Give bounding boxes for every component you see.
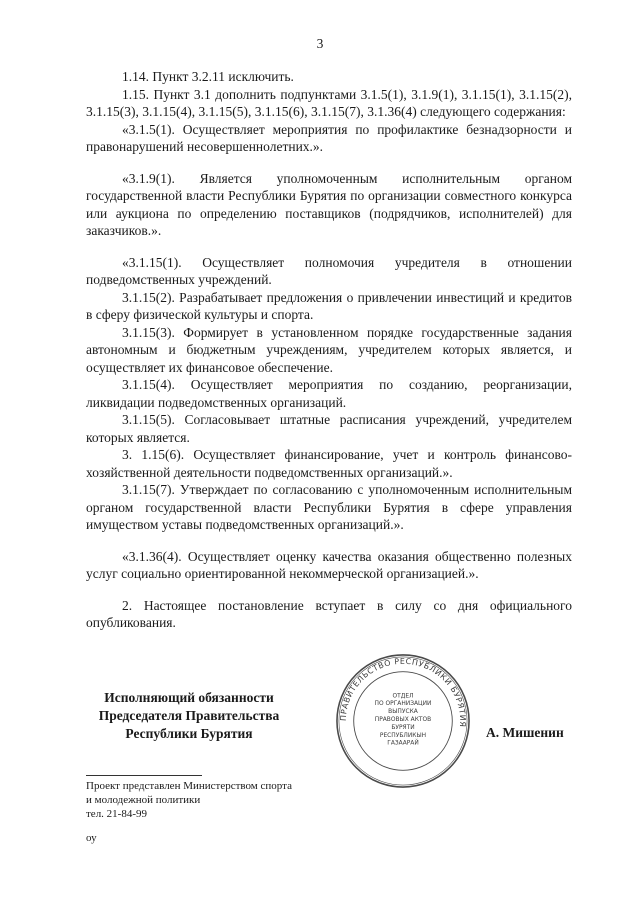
- paragraph-3-1-15-2: 3.1.15(2). Разрабатывает предложения о привлечении инвестиций и кредитов в сферу физической культуры и спорта.: [86, 289, 572, 322]
- signatory-title-line: Республики Бурятия: [125, 726, 253, 741]
- footer-note: [86, 779, 292, 821]
- signatory-title-line: Председателя Правительства: [98, 708, 280, 723]
- seal-inner-line: РЕСПУБЛИКЫН: [379, 732, 427, 739]
- paragraph-3-1-15-3: 3.1.15(3). Формирует в установленном порядке государственные задания автономным и бюджетным учреждениям, учредителем которых является, и осуществляет их финансовое обеспечение.: [86, 324, 572, 375]
- paragraph-item-1-14: 1.14. Пункт 3.2.11 исключить.: [122, 69, 294, 84]
- seal-inner-line: ГАЗААРАЙ: [387, 740, 419, 747]
- signatory-name: А. Мишенин: [486, 725, 564, 740]
- footer-line: и молодежной политики: [86, 794, 201, 806]
- paragraph-effective-date: 2. Настоящее постановление вступает в силу со дня официального опубликования.: [86, 597, 572, 630]
- paragraph-3-1-36-4: «3.1.36(4). Осуществляет оценку качества оказания общественно полезных услуг социально ориентированной некоммерческой организацией.».: [86, 548, 572, 581]
- signatory-title-line: Исполняющий обязанности: [104, 690, 274, 705]
- seal-inner-line: ПО ОРГАНИЗАЦИИ: [374, 701, 432, 708]
- paragraph-3-1-15-4: 3.1.15(4). Осуществляет мероприятия по созданию, реорганизации, ликвидации подведомственных организаций.: [86, 377, 572, 410]
- paragraph-3-1-15-5: 3.1.15(5). Согласовывает штатные расписания учреждений, учредителем которых является.: [86, 412, 572, 445]
- seal-inner-line: БУРЯТИ: [391, 724, 415, 731]
- paragraph-item-1-15: 1.15. Пункт 3.1 дополнить подпунктами 3.1.5(1), 3.1.9(1), 3.1.15(1), 3.1.15(2), 3.1.15(3), 3.1.15(4), 3.1.15(5), 3.1.15(6), 3.1.15(7), 3.1.36(4) следующего содержания:: [86, 86, 572, 119]
- paragraph-3-1-5-1: «3.1.5(1). Осуществляет мероприятия по профилактике безнадзорности и правонарушений несовершеннолетних.».: [86, 121, 572, 154]
- footer-phone: тел. 21-84-99: [86, 808, 148, 820]
- seal-inner-line: ОТДЕЛ: [392, 693, 414, 700]
- paragraph-3-1-9-1: «3.1.9(1). Является уполномоченным исполнительным органом государственной власти Республики Бурятия по организации совместного конкурса или аукциона по определению поставщиков (подрядчиков, исполнителей) для заказчиков.».: [86, 170, 572, 238]
- document-body: [86, 68, 572, 632]
- seal-inner-line: ПРАВОВЫХ АКТОВ: [374, 717, 432, 723]
- official-seal: [334, 652, 472, 790]
- paragraph-3-1-15-1: «3.1.15(1). Осуществляет полномочия учредителя в отношении подведомственных учреждений.: [86, 254, 572, 287]
- footer-code: оу: [86, 832, 97, 844]
- paragraph-3-1-15-7: 3.1.15(7). Утверждает по согласованию с уполномоченным исполнительным органом государственной власти Республики Бурятия в сфере управления имуществом уставы подведомственных организаций.».: [86, 482, 572, 532]
- footer-line: Проект представлен Министерством спорта: [86, 780, 292, 792]
- seal-inner-line: ВЫПУСКА: [388, 709, 418, 716]
- seal-outer-text: ПРАВИТЕЛЬСТВО РЕСПУБЛИКИ БУРЯТИЯ: [338, 656, 468, 728]
- page-number: 3: [316, 36, 324, 51]
- paragraph-3-1-15-6: 3. 1.15(6). Осуществляет финансирование, учет и контроль финансово-хозяйственной деятельности подведомственных организаций.».: [86, 447, 572, 480]
- signatory-title: [86, 689, 292, 743]
- footer-divider: [86, 775, 202, 776]
